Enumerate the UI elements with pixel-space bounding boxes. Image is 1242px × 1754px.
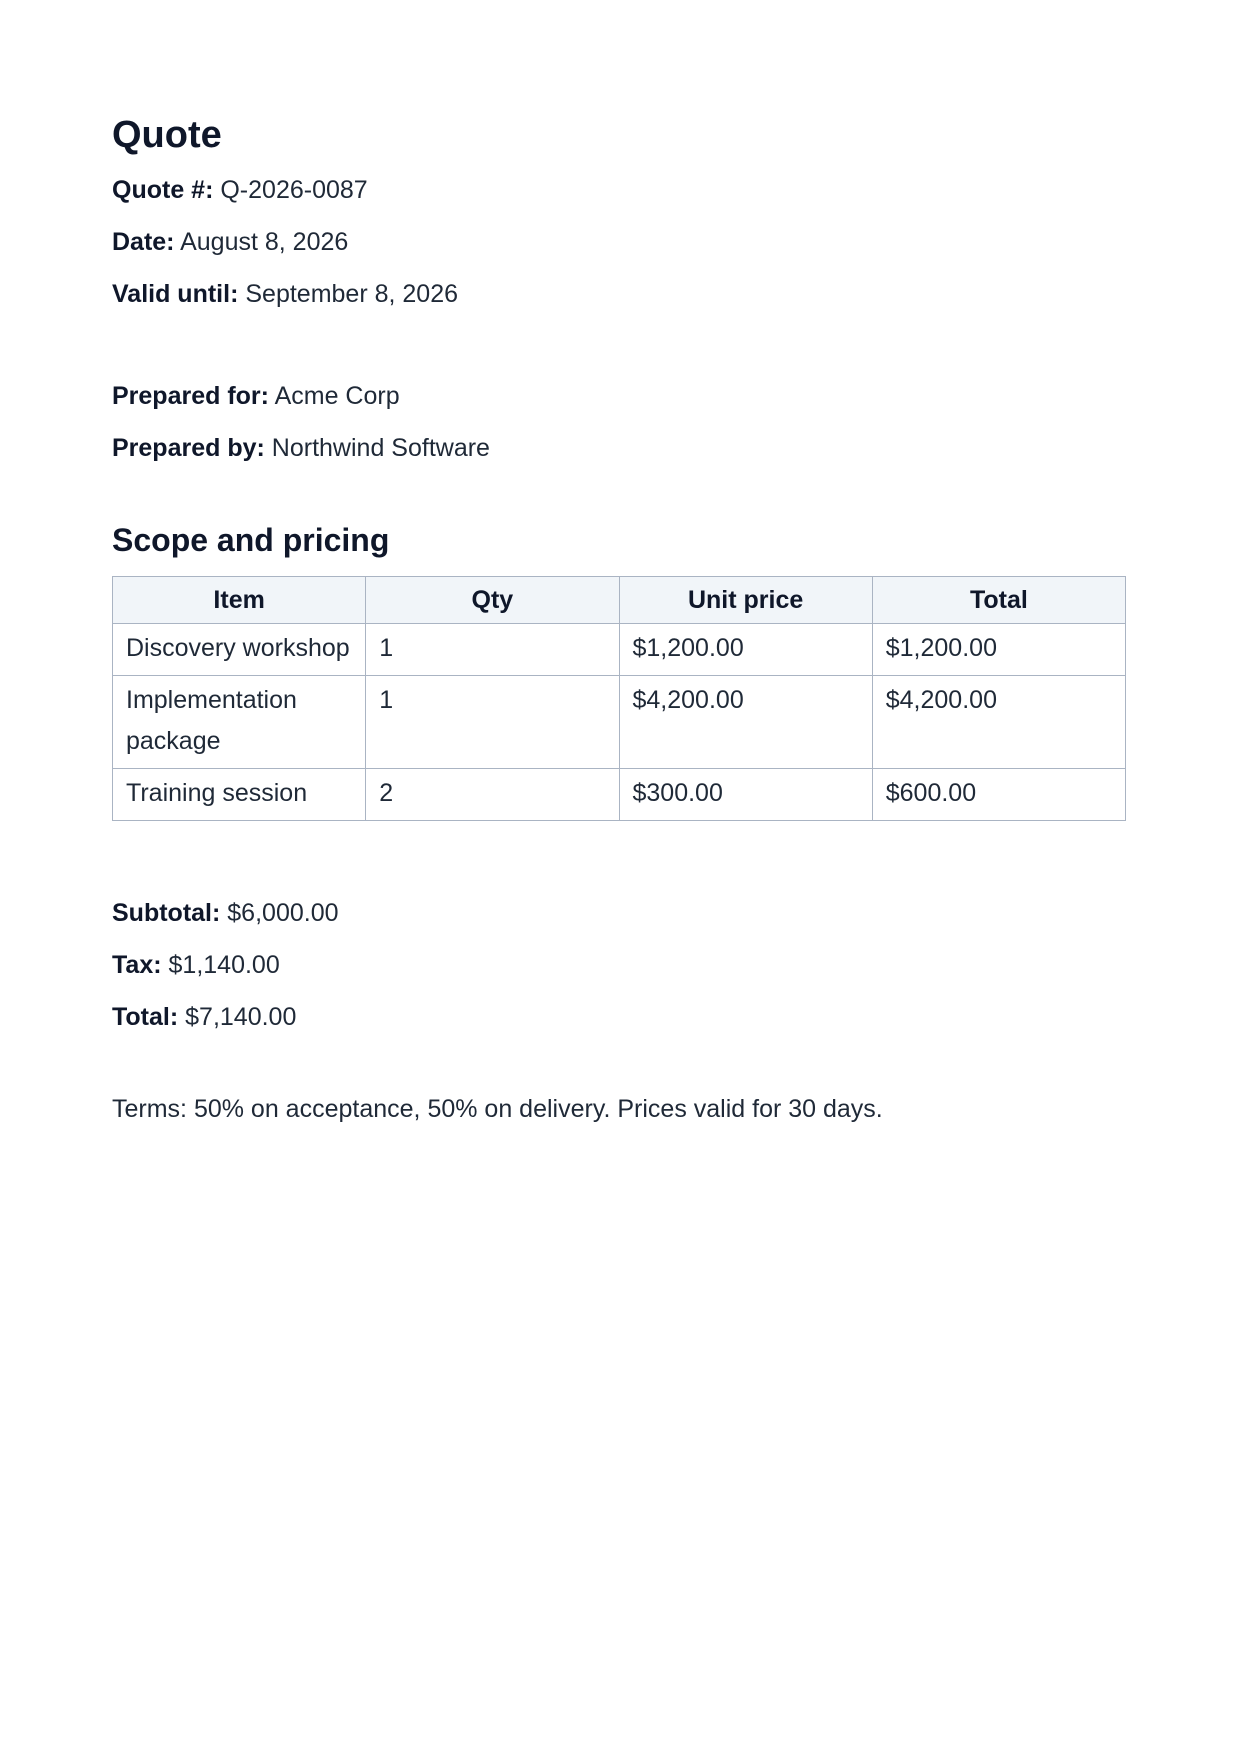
cell-unit-price: $300.00 (619, 769, 872, 821)
quote-number-line (112, 172, 1130, 208)
table-row (113, 676, 1126, 769)
valid-until-value: September 8, 2026 (245, 280, 459, 308)
quote-number-label: Quote #: (112, 176, 214, 204)
subtotal-line (112, 895, 1130, 931)
cell-unit-price: $4,200.00 (619, 676, 872, 769)
column-header-unit-price: Unit price (619, 577, 872, 624)
subtotal-value: $6,000.00 (227, 899, 339, 927)
cell-qty: 2 (366, 769, 619, 821)
total-line (112, 999, 1130, 1035)
total-label: Total: (112, 1003, 179, 1031)
cell-qty: 1 (366, 624, 619, 676)
table-header-row (113, 577, 1126, 624)
scope-pricing-heading: Scope and pricing (112, 522, 390, 558)
cell-total: $4,200.00 (872, 676, 1125, 769)
cell-item: Implementation package (113, 676, 366, 769)
valid-until-line (112, 276, 1130, 312)
quote-number-value: Q-2026-0087 (220, 176, 368, 204)
tax-line (112, 947, 1130, 983)
pricing-table (112, 576, 1126, 821)
table-row (113, 769, 1126, 821)
spacer (112, 821, 1130, 895)
date-value: August 8, 2026 (180, 228, 349, 256)
cell-unit-price: $1,200.00 (619, 624, 872, 676)
subtotal-label: Subtotal: (112, 899, 221, 927)
spacer (112, 328, 1130, 378)
prepared-for-value: Acme Corp (274, 382, 400, 410)
column-header-qty: Qty (366, 577, 619, 624)
column-header-total: Total (872, 577, 1125, 624)
date-label: Date: (112, 228, 175, 256)
cell-item: Training session (113, 769, 366, 821)
terms-text: Terms: 50% on acceptance, 50% on delivery. Prices valid for 30 days. (112, 1095, 883, 1123)
prepared-for-label: Prepared for: (112, 382, 269, 410)
document-title: Quote (112, 114, 222, 156)
cell-item: Discovery workshop (113, 624, 366, 676)
prepared-for-line (112, 378, 1130, 414)
cell-total: $1,200.00 (872, 624, 1125, 676)
tax-label: Tax: (112, 951, 162, 979)
total-value: $7,140.00 (185, 1003, 297, 1031)
table-row (113, 624, 1126, 676)
spacer (112, 482, 1130, 518)
date-line (112, 224, 1130, 260)
column-header-item: Item (113, 577, 366, 624)
prepared-by-value: Northwind Software (271, 434, 490, 462)
spacer (112, 1051, 1130, 1091)
prepared-by-line (112, 430, 1130, 466)
cell-total: $600.00 (872, 769, 1125, 821)
tax-value: $1,140.00 (168, 951, 280, 979)
prepared-by-label: Prepared by: (112, 434, 265, 462)
cell-qty: 1 (366, 676, 619, 769)
valid-until-label: Valid until: (112, 280, 239, 308)
